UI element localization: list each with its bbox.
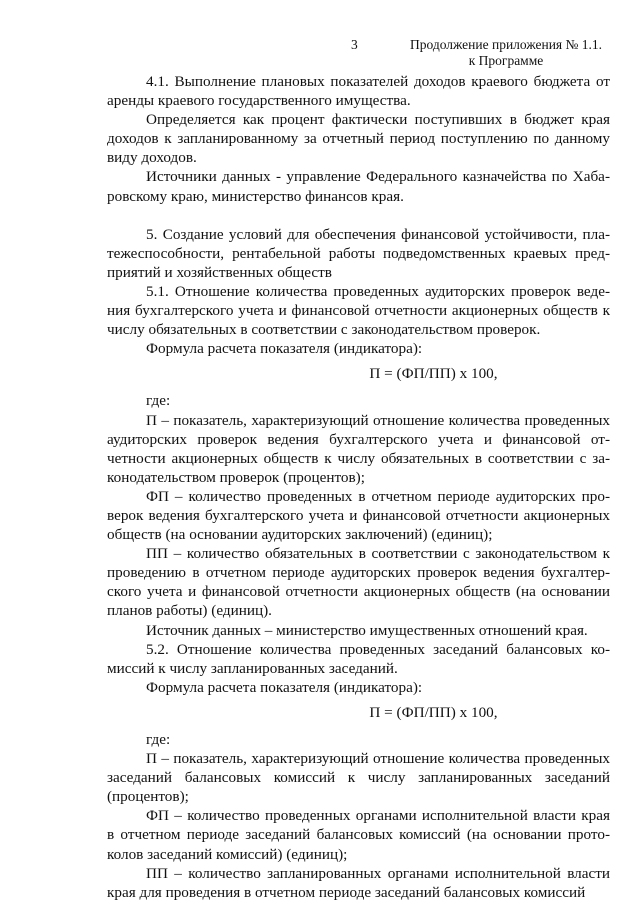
section-spacer xyxy=(107,206,610,225)
formula-5-2: П = (ФП/ПП) х 100, xyxy=(369,703,498,721)
section-5-title: 5. Создание условий для обеспечения финансовой устойчивости, платежеспособности, рентабельной работы подведомственных краевых предприятий и хозяйственных обществ xyxy=(107,225,610,281)
paragraph-5-1-def-p: П – показатель, характеризующий отношение количества проведенных аудиторских проверок ведения бухгалтерского учета и финансовой отчетности акционерных обществ к числу обязательных в соответствии с законодательством проверок (процентов); xyxy=(107,411,610,486)
paragraph-5-1-formula-intro: Формула расчета показателя (индикатора): xyxy=(146,340,423,358)
appendix-continuation-line2: к Программе xyxy=(468,53,544,68)
paragraph-5-1-def-fp: ФП – количество проведенных в отчетном периоде аудиторских проверок ведения бухгалтерского учета и финансовой отчетности акционерных обществ (на основании аудиторских заключений) (единиц); xyxy=(107,487,610,544)
paragraph-4-1-title: 4.1. Выполнение плановых показателей доходов краевого бюджета от аренды краевого государственного имущества. xyxy=(107,73,610,110)
formula-5-1: П = (ФП/ПП) х 100, xyxy=(369,365,498,383)
paragraph-5-1-title: 5.1. Отношение количества проведенных аудиторских проверок ведения бухгалтерского учета и финансовой отчетности акционерных обществ к числу обязательных в соответствии с законодательством проверок. xyxy=(107,282,610,339)
paragraph-5-2-def-pp: ПП – количество запланированных органами исполнительной власти края для проведения в отчетном периоде заседаний балансовых комиссий xyxy=(107,864,610,901)
page-number: 3 xyxy=(351,37,358,52)
paragraph-5-1-where: где: xyxy=(146,392,171,410)
paragraph-5-2-title: 5.2. Отношение количества проведенных заседаний балансовых комиссий к числу запланированных заседаний. xyxy=(107,640,610,677)
paragraph-5-2-def-fp: ФП – количество проведенных органами исполнительной власти края в отчетном периоде заседаний балансовых комиссий (на основании протоколов заседаний комиссий) (единиц); xyxy=(107,807,610,863)
paragraph-4-1-definition: Определяется как процент фактически поступивших в бюджет края доходов к запланированному за отчетный период поступлению по данному виду доходов. xyxy=(107,111,610,167)
paragraph-5-1-source: Источник данных – министерство имущественных отношений края. xyxy=(146,621,588,639)
paragraph-4-1-sources: Источники данных - управление Федерального казначейства по Хабаровскому краю, министерство финансов края. xyxy=(107,168,610,205)
appendix-continuation-line1: Продолжение приложения № 1.1. xyxy=(409,37,603,52)
appendix-continuation-note xyxy=(406,37,606,69)
paragraph-5-2-formula-intro: Формула расчета показателя (индикатора): xyxy=(146,678,423,696)
paragraph-5-1-def-pp: ПП – количество обязательных в соответствии с законодательством к проведению в отчетном периоде аудиторских проверок ведения бухгалтерского учета и финансовой отчетности акционерных обществ (на основании планов работы) (единиц). xyxy=(107,545,610,620)
document-body xyxy=(107,72,610,902)
paragraph-5-2-where: где: xyxy=(146,731,171,748)
paragraph-5-2-def-p: П – показатель, характеризующий отношение количества проведенных заседаний балансовых комиссий к числу запланированных заседаний (процентов); xyxy=(107,750,610,806)
